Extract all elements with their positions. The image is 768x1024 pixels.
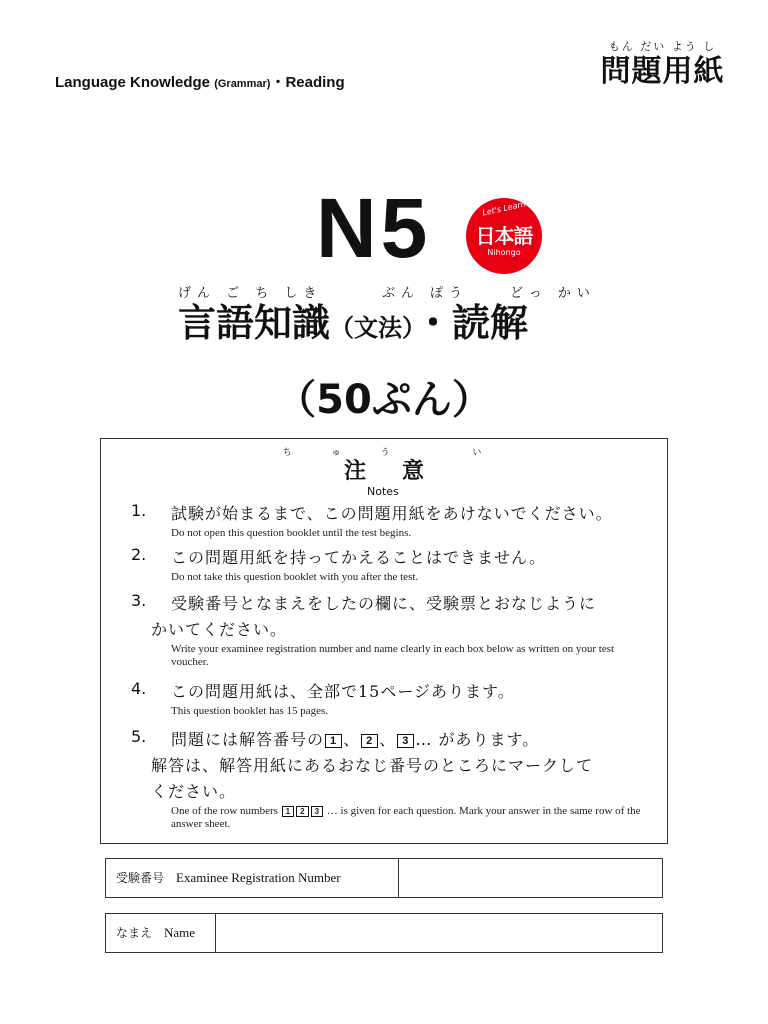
logo-bottom-text: Nihongo <box>487 248 521 257</box>
level-title: N5 <box>316 181 432 275</box>
row-number-box: 2 <box>296 806 308 817</box>
note-4 <box>131 679 641 718</box>
name-field[interactable] <box>105 913 663 953</box>
row-number-box: 3 <box>397 734 414 748</box>
notes-heading-kanji: 注意 <box>343 459 460 484</box>
title-dokkai: 読解 <box>452 301 529 345</box>
header-language-knowledge: Language Knowledge <box>55 74 211 91</box>
registration-number-label <box>106 859 399 897</box>
header-left <box>55 71 345 92</box>
title-gengo: 言語知識 <box>178 301 331 345</box>
row-number-box: 1 <box>282 806 294 817</box>
notes-heading <box>101 447 667 498</box>
notes-heading-ruby: ちゅう い <box>282 448 522 458</box>
ruby-dokkai: どっ かい <box>510 286 596 301</box>
ruby-gengo: げん ご ち しき <box>178 286 323 301</box>
note-jp: この問題用紙は、全部で15ページあります。 <box>171 682 515 701</box>
ruby-bunpou: ぶん ぽう <box>382 286 469 301</box>
note-number: 5. <box>131 727 147 746</box>
note-jp-continued-2: ください。 <box>151 782 237 801</box>
registration-number-label-jp: 受験番号 <box>116 871 165 885</box>
row-number-box: 2 <box>361 734 378 748</box>
row-number-box: 1 <box>325 734 342 748</box>
note-jp: 試験が始まるまで、この問題用紙をあけないでください。 <box>171 504 613 523</box>
name-label-jp: なまえ <box>116 926 153 940</box>
registration-number-label-en: Examinee Registration Number <box>176 870 341 885</box>
title-sep: ・ <box>414 301 453 345</box>
note-jp-continued: 解答は、解答用紙にあるおなじ番号のところにマークして <box>151 756 594 775</box>
header-reading: Reading <box>285 74 345 91</box>
note-number: 3. <box>131 591 147 610</box>
test-duration: （50ぷん） <box>276 377 492 423</box>
nihongo-logo <box>466 198 542 274</box>
section-title-main <box>150 300 620 351</box>
note-2 <box>131 545 641 584</box>
note-en: Do not open this question booklet until the test begins. <box>171 527 412 539</box>
logo-top-text: Let's Learn <box>481 199 527 218</box>
header-ruby: もん だい よう し <box>608 40 717 53</box>
comma: 、 <box>379 730 397 749</box>
logo-main-text: 日本語 <box>475 224 533 248</box>
name-label <box>106 914 216 952</box>
note-en: Do not take this question booklet with you after the test. <box>171 571 419 583</box>
note-number: 2. <box>131 545 147 564</box>
notes-box <box>100 438 668 844</box>
comma: 、 <box>343 730 361 749</box>
note-en-part-b: … is given for each question. Mark your answer in the same row of the answer sheet. <box>171 805 641 830</box>
registration-number-field[interactable] <box>105 858 663 898</box>
note-5 <box>131 727 641 831</box>
header-right <box>590 40 735 90</box>
note-3 <box>131 591 641 669</box>
note-1 <box>131 501 641 540</box>
note-jp <box>171 727 641 753</box>
note-en-part-a: One of the row numbers <box>171 805 278 817</box>
name-label-en: Name <box>164 925 196 940</box>
note-number: 1. <box>131 501 147 520</box>
header-booklet-title: 問題用紙 <box>600 54 725 89</box>
header-grammar: (Grammar) <box>214 78 271 90</box>
section-title <box>150 282 620 351</box>
note-en: Write your examinee registration number and name clearly in each box below as written on your test voucher. <box>171 643 615 668</box>
note-jp: この問題用紙を持ってかえることはできません。 <box>171 548 546 567</box>
note-jp-part-b: … があります。 <box>415 730 540 749</box>
header-separator: ・ <box>270 74 286 91</box>
note-number: 4. <box>131 679 147 698</box>
note-jp-continued: かいてください。 <box>151 620 288 639</box>
note-en <box>171 805 641 831</box>
note-jp-part-a: 問題には解答番号の <box>171 730 325 749</box>
notes-heading-en: Notes <box>367 485 399 498</box>
row-number-box: 3 <box>311 806 323 817</box>
note-en: This question booklet has 15 pages. <box>171 705 329 717</box>
title-bunpou: （文法） <box>330 314 415 342</box>
section-title-ruby <box>150 282 620 300</box>
note-jp: 受験番号となまえをしたの欄に、受験票とおなじように <box>171 594 597 613</box>
